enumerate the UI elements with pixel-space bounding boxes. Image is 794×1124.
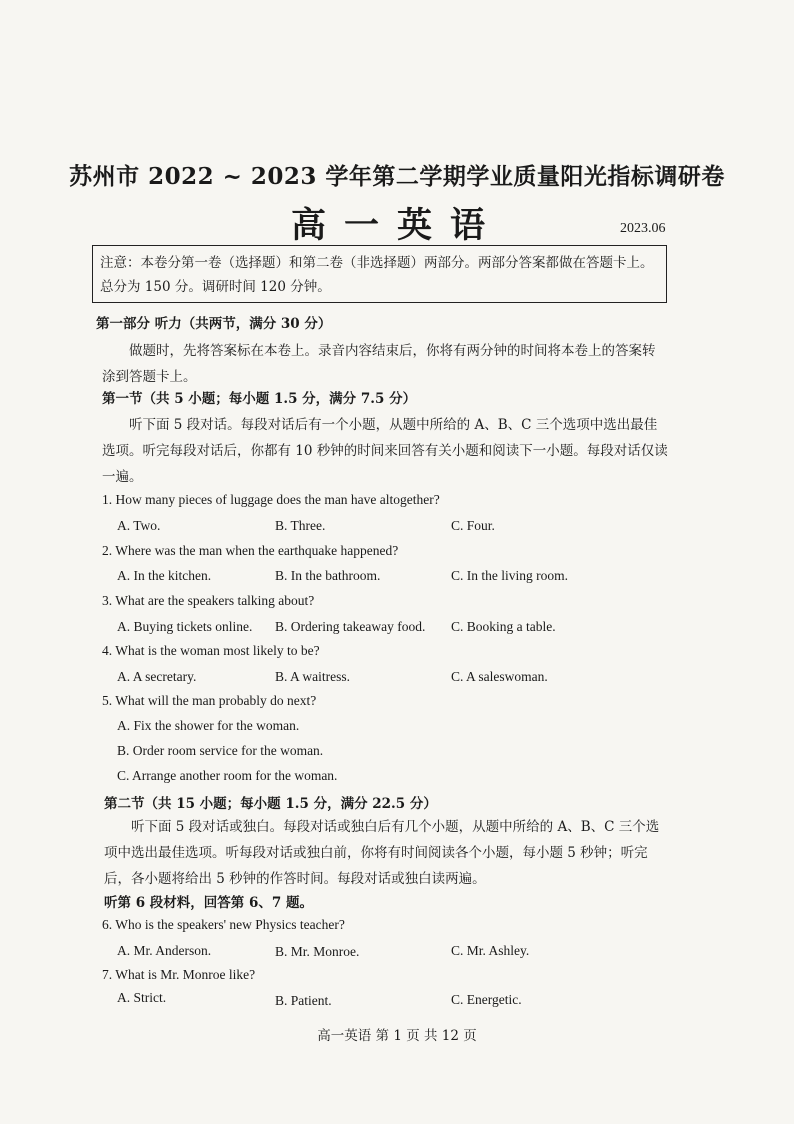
section2-instruction: 听下面 5 段对话或独白。每段对话或独白后有几个小题，从题中所给的 A、B、C 三个选项中选出最佳选项。听每段对话或独白前，你将有时间阅读各个小题，每小题 5 秒钟；听完后，各小题将给出 5 秒钟的作答时间。每段对话或独白读两遍。 [104, 819, 660, 887]
q3-option-a: A. Buying tickets online. [117, 619, 253, 634]
q2-option-b: B. In the bathroom. [275, 568, 381, 583]
q2-option-c: C. In the living room. [451, 568, 568, 583]
exam-title: 苏州市 2022 ~ 2023 学年第二学期学业质量阳光指标调研卷 [69, 163, 725, 190]
q1-option-c: C. Four. [451, 518, 495, 533]
q7-option-a: A. Strict. [117, 990, 167, 1005]
part1-heading: 第一部分 听力（共两节，满分 30 分） [96, 316, 332, 332]
q6-option-b: B. Mr. Monroe. [275, 944, 360, 959]
q4-option-a: A. A secretary. [117, 669, 197, 684]
page-footer: 高一英语 第 1 页 共 12 页 [317, 1028, 477, 1044]
part1-instruction: 做题时，先将答案标在本卷上。录音内容结束后，你将有两分钟的时间将本卷上的答案转涂到答题卡上。 [102, 343, 656, 385]
question-5: 5. What will the man probably do next? [102, 693, 317, 708]
q4-option-c: C. A saleswoman. [451, 669, 548, 684]
q6-option-c: C. Mr. Ashley. [451, 943, 530, 958]
q7-option-b: B. Patient. [275, 993, 332, 1008]
exam-date: 2023.06 [620, 221, 666, 236]
question-2: 2. Where was the man when the earthquake happened? [102, 543, 399, 558]
q5-option-b: B. Order room service for the woman. [117, 743, 324, 758]
section2-heading: 第二节（共 15 小题；每小题 1.5 分，满分 22.5 分） [104, 796, 437, 812]
material-instruction: 听第 6 段材料，回答第 6、7 题。 [104, 895, 313, 911]
question-1: 1. How many pieces of luggage does the man have altogether? [102, 492, 440, 507]
section1-heading: 第一节（共 5 小题；每小题 1.5 分，满分 7.5 分） [102, 391, 417, 407]
section1-instruction: 听下面 5 段对话。每段对话后有一个小题，从题中所给的 A、B、C 三个选项中选出最佳选项。听完每段对话后，你都有 10 秒钟的时间来回答有关小题和阅读下一小题。每段对话仅读一遍。 [102, 417, 668, 485]
q1-option-b: B. Three. [275, 518, 326, 533]
q3-option-b: B. Ordering takeaway food. [275, 619, 426, 634]
q5-option-c: C. Arrange another room for the woman. [117, 768, 338, 783]
q6-option-a: A. Mr. Anderson. [117, 943, 212, 958]
question-6: 6. Who is the speakers' new Physics teacher? [102, 917, 345, 932]
question-3: 3. What are the speakers talking about? [102, 593, 315, 608]
q3-option-c: C. Booking a table. [451, 619, 556, 634]
subject-title: 高一英语 [290, 205, 503, 246]
question-4: 4. What is the woman most likely to be? [102, 643, 320, 658]
notice-box: 注意：本卷分第一卷（选择题）和第二卷（非选择题）两部分。两部分答案都做在答题卡上。总分为 150 分。调研时间 120 分钟。 [92, 245, 667, 303]
q2-option-a: A. In the kitchen. [117, 568, 212, 583]
q1-option-a: A. Two. [117, 518, 161, 533]
question-7: 7. What is Mr. Monroe like? [102, 967, 256, 982]
q7-option-c: C. Energetic. [451, 992, 522, 1007]
q4-option-b: B. A waitress. [275, 669, 351, 684]
q5-option-a: A. Fix the shower for the woman. [117, 718, 300, 733]
